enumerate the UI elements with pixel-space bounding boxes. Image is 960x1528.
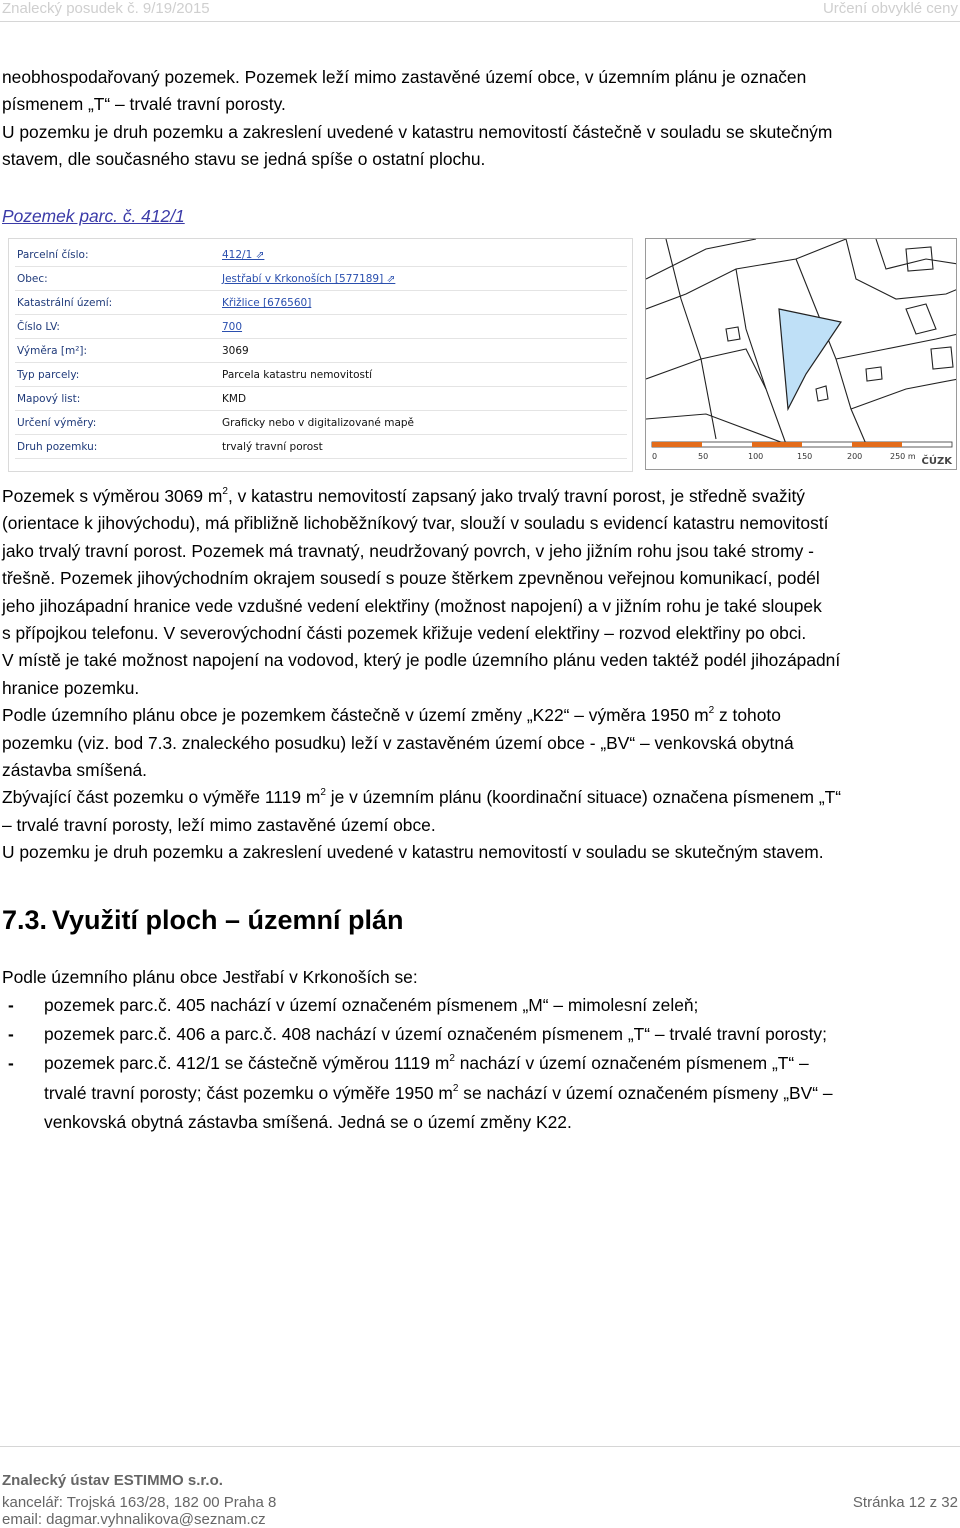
ownership-sheet-link[interactable]: 700 — [222, 321, 243, 333]
footer-page-number: Stránka 12 z 32 — [852, 1494, 958, 1511]
parcel-row: Mapový list: KMD — [15, 387, 627, 411]
footer-email: email: dagmar.vyhnalikova@seznam.cz — [2, 1511, 266, 1528]
header-section-title: Určení obvyklé ceny — [822, 0, 958, 17]
plan-intro: Podle územního plánu obce Jestřabí v Krkonoších se: — [2, 967, 418, 987]
parcel-info-panel — [8, 238, 633, 472]
parcel-row: Obec: Jestřabí v Krkonoších [577189] ⇗ — [15, 267, 627, 291]
footer-address: kancelář: Trojská 163/28, 182 00 Praha 8 — [2, 1494, 277, 1511]
intro-paragraph: neobhospodařovaný pozemek. Pozemek leží mimo zastavěné území obce, v územním plánu je označen písmenem „T“ – trvalé travní porosty. U pozemku je druh pozemku a zakreslení uvedené v katastru nemovitostí částečně v souladu se skutečným stavem, dle současného stavu se jedná spíše o ostatní plochu. — [2, 67, 833, 170]
parcel-row: Druh pozemku: trvalý travní porost — [15, 435, 627, 459]
municipality-link[interactable]: Jestřabí v Krkonoších [577189] ⇗ — [222, 273, 396, 285]
footer-company: Znalecký ústav ESTIMMO s.r.o. — [2, 1472, 223, 1489]
parcel-412-1-highlight — [779, 309, 841, 409]
section-number: 7.3. — [2, 905, 48, 935]
page-header — [0, 0, 960, 22]
parcel-row: Určení výměry: Graficky nebo v digitalizované mapě — [15, 411, 627, 435]
cadastral-map-drawing — [646, 239, 957, 470]
page-footer — [0, 1446, 960, 1528]
parcel-heading-link[interactable]: Pozemek parc. č. 412/1 — [2, 206, 185, 226]
section-title: Využití ploch – územní plán — [52, 905, 404, 935]
parcel-row: Číslo LV: 700 — [15, 315, 627, 339]
parcel-row: Typ parcely: Parcela katastru nemovitostí — [15, 363, 627, 387]
map-scale-labels: 0 50 100 150 200 250 m — [652, 452, 916, 461]
section-heading — [2, 902, 404, 938]
parcel-number-link[interactable]: 412/1 ⇗ — [222, 249, 265, 261]
cadastral-area-link[interactable]: Křižlice [676560] — [222, 297, 312, 309]
parcel-row: Výměra [m²]: 3069 — [15, 339, 627, 363]
parcel-description: Pozemek s výměrou 3069 $m^2$, v katastru nemovitostí zapsaný jako trvalý travní porost, je středně svažitý (orientace k jihovýchodu), má přibližně lichoběžníkový tvar, slouží v souladu s evidencí katastru nemovitostí jako trvalý travní porost. Pozemek má travnatý, neudržovaný povrch, v jeho jižním rohu jsou také stromy - třešně. Pozemek jihovýchodním okrajem sousedí s pouze štěrkem zpevněnou veřejnou komunikací, podél jeho jihozápadní hranice vede vzdušné vedení elektřiny (možnost napojení) a v jižním rohu je také sloupek s přípojkou telefonu. V severovýchodní části pozemek křižuje vedení elektřiny – rozvod elektřiny po obci. V místě je také možnost napojení na vodovod, který je podle územního plánu veden taktéž podél jihozápadní hranice pozemku. Podle územního plánu obce je pozemkem částečně v území změny „K22“ – výměra 1950 $m^2$ z tohoto pozemku (viz. bod 7.3. znaleckého posudku) leží v zastavěném území obce - „BV“ – venkovská obytná zástavba smíšená. Zbývající část pozemku o výměře 1119 $m^2$ je v územním plánu (koordinační situace) označena písmenem „T“ – trvalé travní porosty, leží mimo zastavěné území obce. U pozemku je druh pozemku a zakreslení uvedené v katastru nemovitostí v souladu se skutečným stavem. — [2, 486, 842, 863]
header-document-title: Znalecký posudek č. 9/19/2015 — [2, 0, 210, 17]
cuzk-logo: ČÚZK — [921, 456, 952, 467]
cadastral-map — [645, 238, 957, 470]
parcel-row: Katastrální území: Křižlice [676560] — [15, 291, 627, 315]
parcel-row: Parcelní číslo: 412/1 ⇗ — [15, 243, 627, 267]
